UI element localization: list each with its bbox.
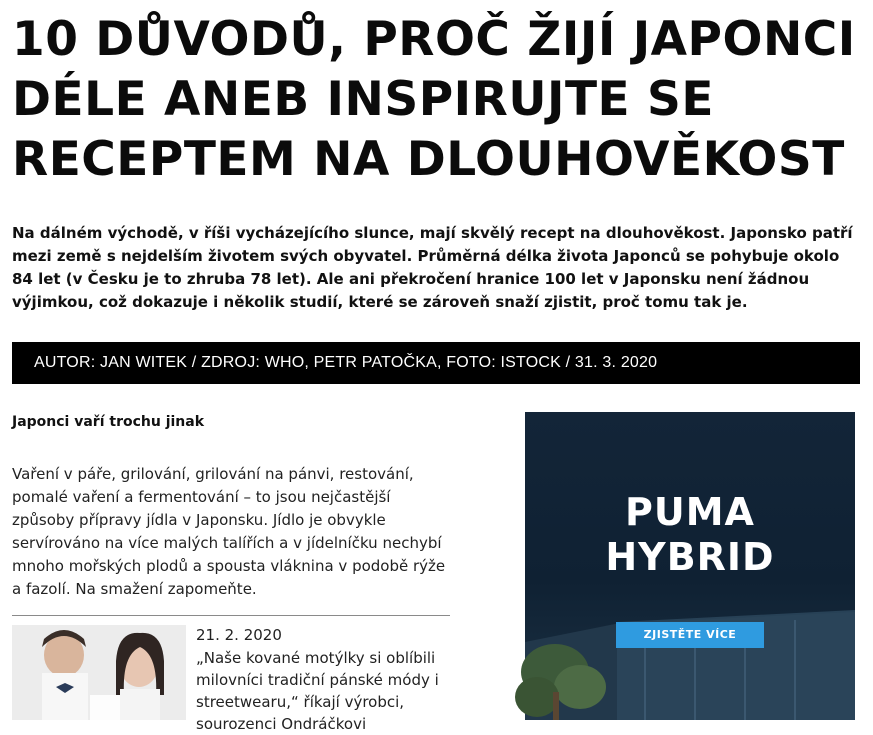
ad-brand-text <box>525 490 855 580</box>
article-body: Vaření v páře, grilování, grilování na pánvi, restování, pomalé vaření a fermentování – to jsou nejčastější způsoby přípravy jídla v Japonsku. Jídlo je obvykle servírováno na více malých talířích a v jídelníčku nechybí mnoho mořských plodů a spousta vláknina v podobě rýže a fazolí. Na smažení zapomeňte. <box>12 465 446 598</box>
ad-background-scene-icon <box>525 602 855 720</box>
article-byline: AUTOR: JAN WITEK / ZDROJ: WHO, PETR PATOČKA, FOTO: ISTOCK / 31. 3. 2020 <box>12 342 860 384</box>
advertisement-banner[interactable] <box>525 412 855 720</box>
article-lead: Na dálném východě, v říši vycházejícího slunce, mají skvělý recept na dlouhověkost. Japonsko patří mezi země s nejdelším životem svých obyvatel. Průměrná délka života Japonců se pohybuje okolo 84 let (v Česku je to zhruba 78 let). Ale ani překročení hranice 100 let v Japonsku není žádnou výjimkou, což dokazuje i několik studií, které se zároveň snaží zjistit, proč tomu tak je. <box>12 224 853 311</box>
photo-couple-icon <box>12 625 186 720</box>
ad-brand-line2: HYBRID <box>605 535 775 579</box>
article-title: 10 DŮVODŮ, PROČ ŽIJÍ JAPONCI DÉLE ANEB INSPIRUJTE SE RECEPTEM NA DLOUHOVĚKOST <box>12 12 856 187</box>
divider <box>12 615 450 616</box>
related-article-title[interactable]: „Naše kované motýlky si oblíbili milovníci tradiční pánské módy i streetwearu,“ říkají výrobci, sourozenci Ondráčkovi <box>196 649 439 733</box>
related-article[interactable] <box>12 625 452 733</box>
related-article-image[interactable] <box>12 625 186 720</box>
related-article-date: 21. 2. 2020 <box>196 626 282 644</box>
section-subheading: Japonci vaří trochu jinak <box>12 414 205 430</box>
ad-cta-button[interactable]: ZJISTĚTE VÍCE <box>616 622 764 648</box>
ad-brand-line1: PUMA <box>625 490 755 534</box>
